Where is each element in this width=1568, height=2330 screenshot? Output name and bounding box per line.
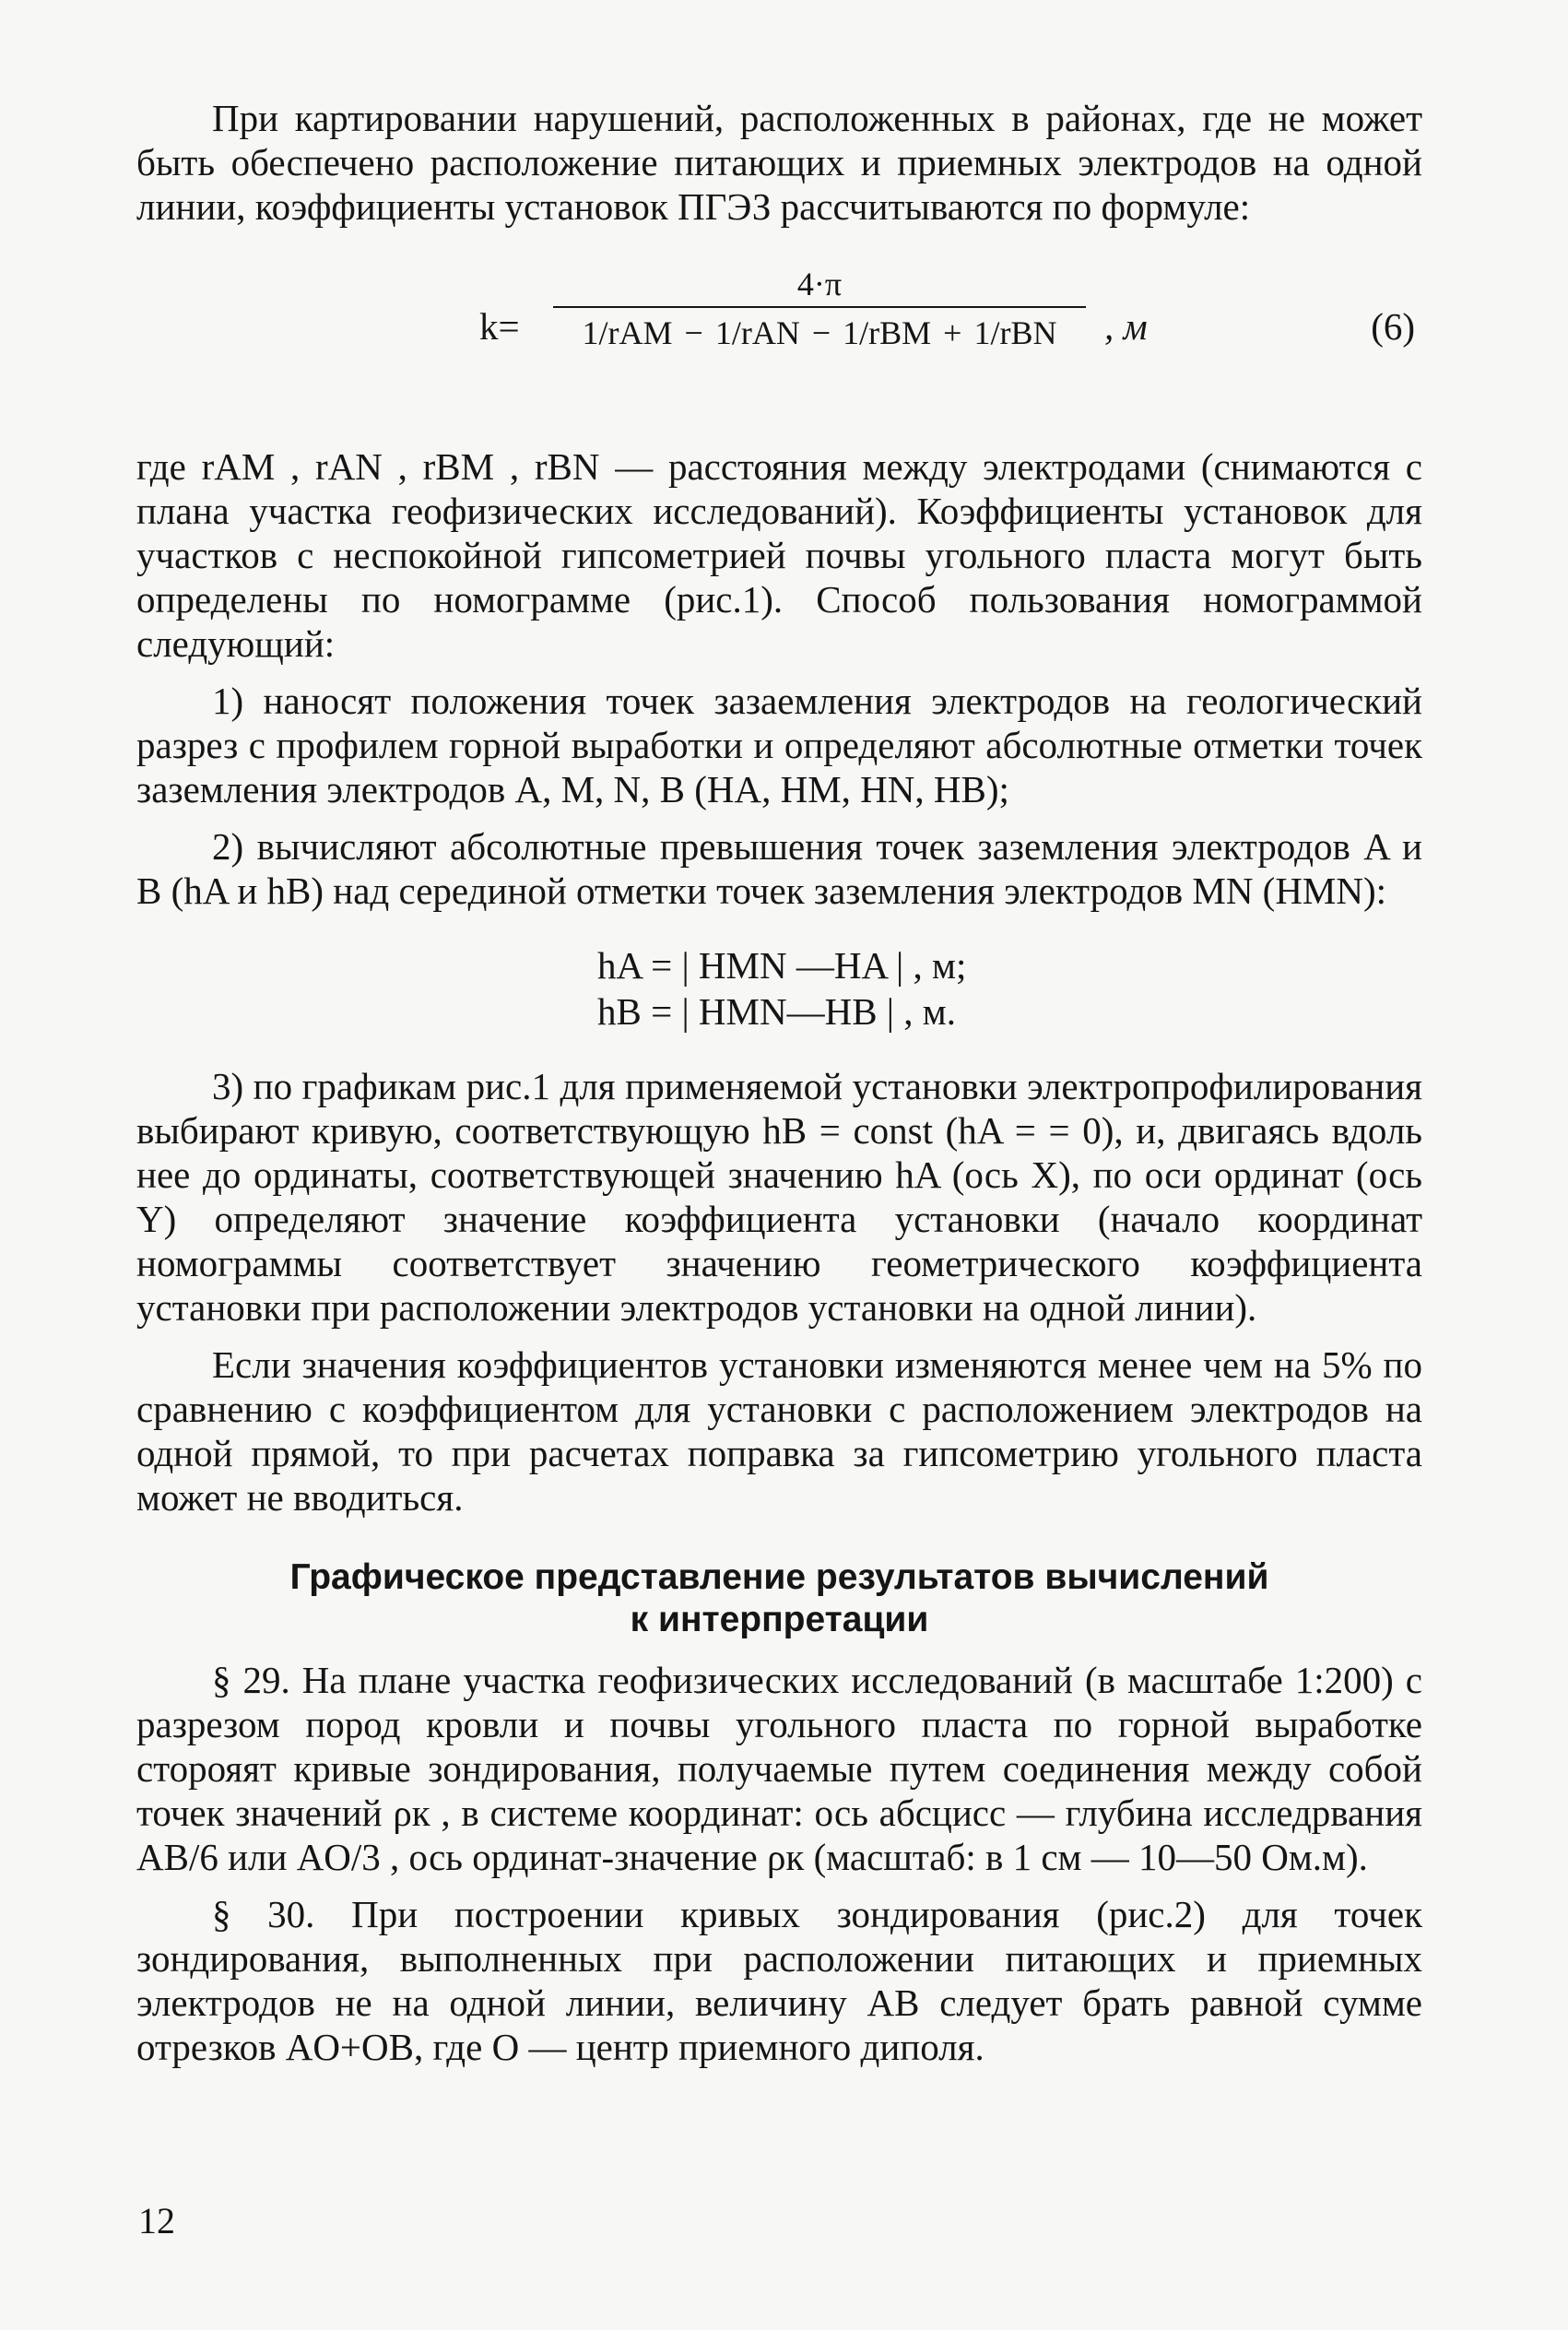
section-heading-line-2: к интерпретации bbox=[630, 1600, 929, 1639]
formula-h bbox=[136, 942, 1422, 1035]
section-heading bbox=[136, 1556, 1422, 1641]
formula-h-line-2: hB = | HMN—HB | , м. bbox=[597, 990, 956, 1033]
where-paragraph: где rAM , rAN , rBM , rBN — расстояния между электродами (снимаются с плана участка геофизических исследований). Коэффициенты установок для участков с неспокойной гипсометрией почвы угольного пласта могут быть определены по номограмме (рис.1). Способ пользования номограммой следующий: bbox=[136, 445, 1422, 665]
page-number: 12 bbox=[138, 2200, 175, 2241]
step-2-paragraph: 2) вычисляют абсолютные превышения точек заземления электродов A и B (hA и hB) над серединой отметки точек заземления электродов MN (HMN): bbox=[136, 825, 1422, 912]
section-29-paragraph: § 29. На плане участка геофизических исследований (в масштабе 1:200) с разрезом пород кровли и почвы угольного пласта по горной выработке сторояят кривые зондирования, получаемые путем соединения между собой точек значений ρк , в системе координат: ось абсцисс — глубина исследрвания AB/6 или AO/3 , ось ординат-значение ρк (масштаб: в 1 см — 10—50 Ом.м). bbox=[136, 1659, 1422, 1878]
formula-numerator: 4·π bbox=[796, 266, 843, 302]
formula-6 bbox=[136, 262, 1422, 419]
formula-unit: , м bbox=[1104, 305, 1148, 348]
section-heading-line-1: Графическое представление результатов вычислений bbox=[289, 1557, 1269, 1597]
intro-paragraph: При картировании нарушений, расположенных в районах, где не может быть обеспечено расположение питающих и приемных электродов на одной линии, коэффициенты установок ПГЭЗ рассчитываются по формуле: bbox=[136, 97, 1422, 228]
step-3-paragraph: 3) по графикам рис.1 для применяемой установки электропрофилирования выбирают кривую, соответствующую hB = const (hA = = 0), и, двигаясь вдоль нее до ординаты, соответствующей значению hA (ось X), по оси ординат (ось Y) определяют значение коэффициента установки (начало координат номограммы соответствует значению геометрического коэффициента установки при расположении электродов установки на одной линии). bbox=[136, 1065, 1422, 1329]
formula-h-line-1: hA = | HMN —HA | , м; bbox=[597, 944, 967, 987]
if-paragraph: Если значения коэффициентов установки изменяются менее чем на 5% по сравнению с коэффициентом для установки с расположением электродов на одной прямой, то при расчетах поправка за гипсометрию угольного пласта может не вводиться. bbox=[136, 1343, 1422, 1519]
formula-number: (6) bbox=[1371, 305, 1415, 348]
formula-fraction bbox=[553, 266, 1086, 354]
section-30-paragraph: § 30. При построении кривых зондирования (рис.2) для точек зондирования, выполненных при расположении питающих и приемных электродов не на одной линии, величину AB следует брать равной сумме отрезков AO+OB, где O — центр приемного диполя. bbox=[136, 1893, 1422, 2068]
formula-lhs: k= bbox=[479, 305, 520, 348]
formula-denominator: 1/rAM − 1/rAN − 1/rBM + 1/rBN bbox=[582, 314, 1057, 351]
fraction-bar bbox=[553, 306, 1086, 308]
step-1-paragraph: 1) наносят положения точек зазаемления электродов на геологический разрез с профилем горной выработки и определяют абсолютные отметки точек заземления электродов A, M, N, B (HA, HM, HN, HB); bbox=[136, 680, 1422, 810]
page-body bbox=[136, 96, 1422, 2069]
